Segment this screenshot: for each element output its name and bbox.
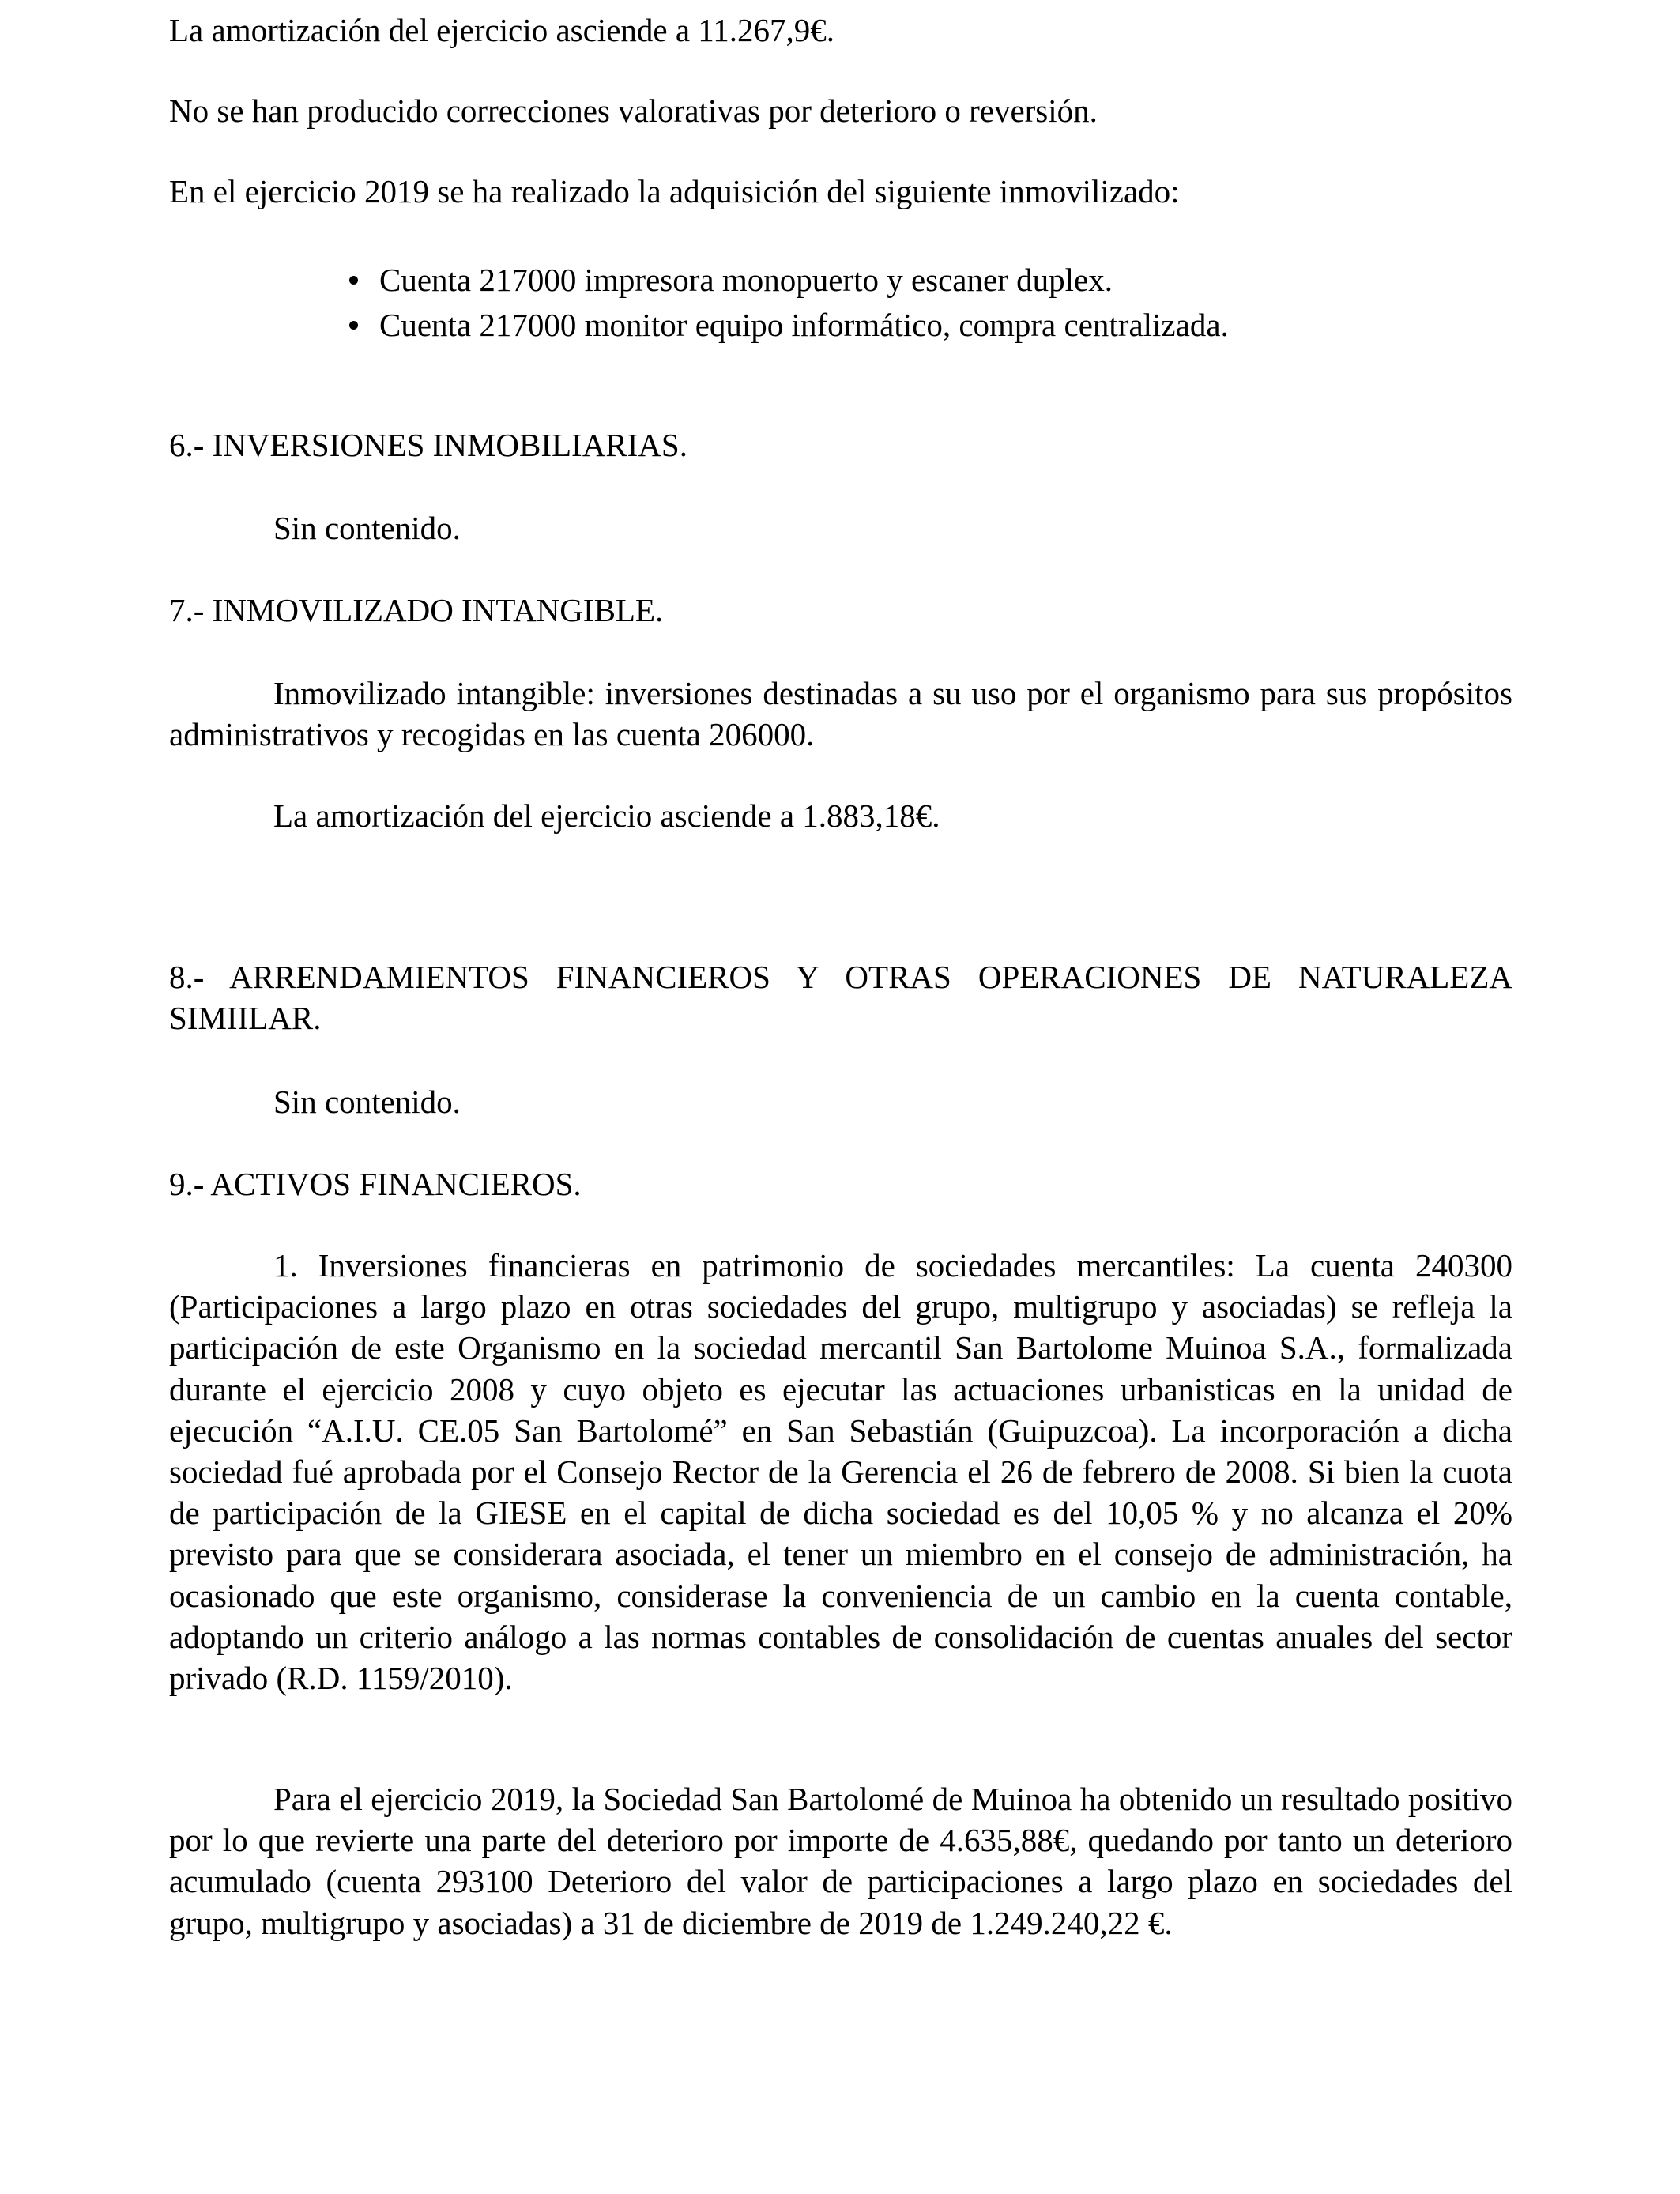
paragraph-correcciones: No se han producido correcciones valorativas por deterioro o reversión. [169, 92, 1098, 129]
section-8-heading: 8.- ARRENDAMIENTOS FINANCIEROS Y OTRAS OPERACIONES DE NATURALEZA SIMIILAR. [169, 959, 1512, 1037]
section-6-text: Sin contenido. [273, 510, 461, 546]
section-9-heading: 9.- ACTIVOS FINANCIEROS. [169, 1166, 582, 1202]
section-9-paragraph-1: 1. Inversiones financieras en patrimonio de sociedades mercantiles: La cuenta 240300 (Participaciones a largo plazo en otras sociedades del grupo, multigrupo y asociadas) se refleja la participación de este Organismo en la sociedad mercantil San Bartolome Muinoa S.A., formalizada durante el ejercicio 2008 y cuyo objeto es ejecutar las actuaciones urbanisticas en la unidad de ejecución “A.I.U. CE.05 San Bartolomé” en San Sebastián (Guipuzcoa). La incorporación a dicha sociedad fué aprobada por el Consejo Rector de la Gerencia el 26 de febrero de 2008. Si bien la cuota de participación de la GIESE en el capital de dicha sociedad es del 10,05 % y no alcanza el 20% previsto para que se considerara asociada, el tener un miembro en el consejo de administración, ha ocasionado que este organismo, considerase la conveniencia de un cambio en la cuenta contable, adoptando un criterio análogo a las normas contables de consolidación de cuentas anuales del sector privado (R.D. 1159/2010). [169, 1247, 1512, 1697]
bullet-icon [349, 276, 358, 285]
section-9-paragraph-2: Para el ejercicio 2019, la Sociedad San Bartolomé de Muinoa ha obtenido un resultado positivo por lo que revierte una parte del deterioro por importe de 4.635,88€, quedando por tanto un deterioro acumulado (cuenta 293100 Deterioro del valor de participaciones a largo plazo en sociedades del grupo, multigrupo y asociadas) a 31 de diciembre de 2019 de 1.249.240,22 €. [169, 1781, 1512, 1941]
section-7-paragraph-2: La amortización del ejercicio asciende a 1.883,18€. [273, 797, 940, 834]
section-7-paragraph-1: Inmovilizado intangible: inversiones destinadas a su uso por el organismo para sus propósitos administrativos y recogidas en las cuenta 206000. [169, 675, 1512, 753]
bullet-item: Cuenta 217000 impresora monopuerto y escaner duplex. [379, 262, 1113, 298]
section-6-heading: 6.- INVERSIONES INMOBILIARIAS. [169, 427, 687, 463]
section-7-heading: 7.- INMOVILIZADO INTANGIBLE. [169, 592, 664, 628]
bullet-icon [349, 321, 358, 330]
paragraph-adquisicion: En el ejercicio 2019 se ha realizado la adquisición del siguiente inmovilizado: [169, 173, 1180, 209]
bullet-item: Cuenta 217000 monitor equipo informático, compra centralizada. [379, 307, 1229, 343]
section-8-text: Sin contenido. [273, 1084, 461, 1120]
paragraph-amortizacion-inmovilizado: La amortización del ejercicio asciende a 11.267,9€. [169, 12, 835, 48]
